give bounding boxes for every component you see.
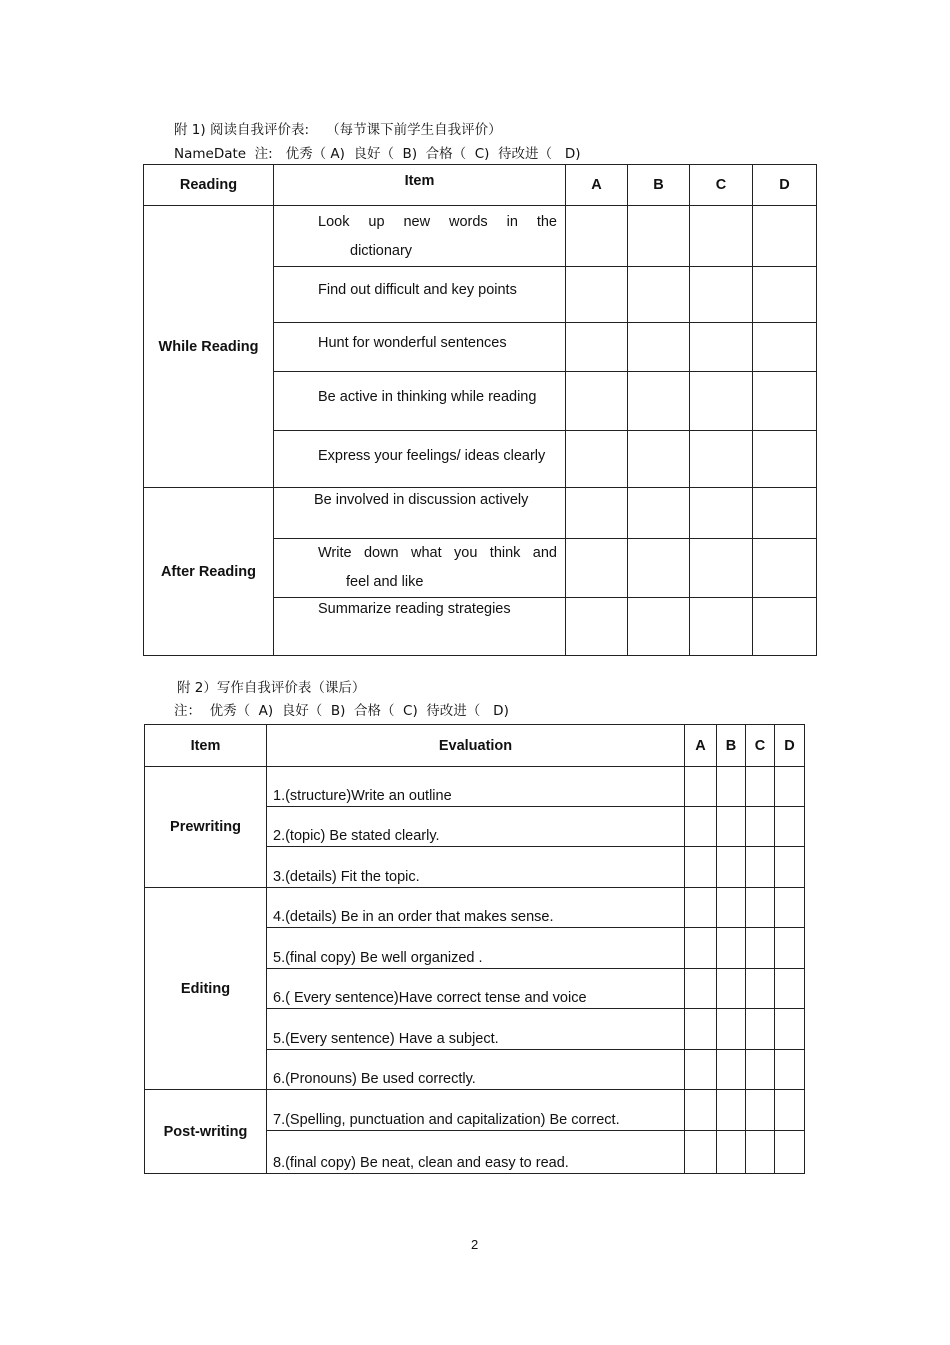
evaluation-item: 7.(Spelling, punctuation and capitalization) Be correct. xyxy=(267,1090,685,1131)
rating-cell-d[interactable] xyxy=(753,431,817,488)
header-item: Item xyxy=(145,725,267,767)
evaluation-item: 1.(structure)Write an outline xyxy=(267,767,685,807)
evaluation-item: 5.(final copy) Be well organized . xyxy=(267,928,685,969)
header-a: A xyxy=(685,725,717,767)
rating-cell-d[interactable] xyxy=(775,807,805,847)
rating-cell-b[interactable] xyxy=(628,488,690,539)
header-reading: Reading xyxy=(144,165,274,206)
rating-cell-c[interactable] xyxy=(746,1131,775,1174)
rating-cell-a[interactable] xyxy=(685,888,717,928)
rating-cell-a[interactable] xyxy=(566,206,628,267)
rating-cell-b[interactable] xyxy=(717,847,746,888)
reading-evaluation-table xyxy=(143,164,817,656)
rating-cell-b[interactable] xyxy=(628,539,690,598)
rating-cell-b[interactable] xyxy=(628,431,690,488)
rating-cell-c[interactable] xyxy=(690,323,753,372)
writing-table-title: 附 2）写作自我评价表（课后） xyxy=(177,680,366,696)
rating-cell-c[interactable] xyxy=(746,807,775,847)
group-editing: Editing xyxy=(145,888,267,1090)
reading-item: Be involved in discussion actively xyxy=(274,488,566,539)
rating-cell-a[interactable] xyxy=(566,598,628,656)
rating-cell-d[interactable] xyxy=(775,928,805,969)
rating-cell-b[interactable] xyxy=(717,928,746,969)
evaluation-item: 6.( Every sentence)Have correct tense and voice xyxy=(267,969,685,1009)
header-a: A xyxy=(566,165,628,206)
rating-cell-b[interactable] xyxy=(628,323,690,372)
group-prewriting: Prewriting xyxy=(145,767,267,888)
rating-cell-a[interactable] xyxy=(566,431,628,488)
rating-cell-b[interactable] xyxy=(628,598,690,656)
rating-cell-b[interactable] xyxy=(628,372,690,431)
rating-cell-c[interactable] xyxy=(690,372,753,431)
rating-cell-c[interactable] xyxy=(690,539,753,598)
group-while-reading: While Reading xyxy=(144,206,274,488)
rating-cell-b[interactable] xyxy=(717,1090,746,1131)
rating-cell-c[interactable] xyxy=(746,847,775,888)
rating-cell-d[interactable] xyxy=(753,539,817,598)
rating-cell-a[interactable] xyxy=(685,767,717,807)
rating-cell-a[interactable] xyxy=(685,928,717,969)
rating-cell-b[interactable] xyxy=(628,267,690,323)
page-number: 2 xyxy=(471,1237,479,1252)
rating-cell-d[interactable] xyxy=(775,767,805,807)
reading-item: Express your feelings/ ideas clearly xyxy=(274,431,566,488)
rating-cell-a[interactable] xyxy=(566,372,628,431)
header-item: Item xyxy=(274,165,566,206)
item-line: dictionary xyxy=(350,243,413,259)
reading-table-note: NameDate 注: 优秀（ A) 良好（ B) 合格（ C) 待改进（ D) xyxy=(174,146,581,162)
rating-cell-c[interactable] xyxy=(746,928,775,969)
group-post-writing: Post-writing xyxy=(145,1090,267,1174)
header-evaluation: Evaluation xyxy=(267,725,685,767)
rating-cell-a[interactable] xyxy=(566,488,628,539)
rating-cell-d[interactable] xyxy=(753,598,817,656)
evaluation-item: 2.(topic) Be stated clearly. xyxy=(267,807,685,847)
reading-item xyxy=(274,206,566,267)
evaluation-item: 6.(Pronouns) Be used correctly. xyxy=(267,1050,685,1090)
item-line: Write down what you think and xyxy=(318,545,557,561)
rating-cell-d[interactable] xyxy=(775,888,805,928)
writing-evaluation-table xyxy=(144,724,805,1174)
rating-cell-b[interactable] xyxy=(717,969,746,1009)
rating-cell-a[interactable] xyxy=(685,847,717,888)
rating-cell-d[interactable] xyxy=(775,969,805,1009)
rating-cell-b[interactable] xyxy=(717,1131,746,1174)
reading-item: Find out difficult and key points xyxy=(274,267,566,323)
reading-table-title: 附 1) 阅读自我评价表: （每节课下前学生自我评价） xyxy=(174,122,502,138)
rating-cell-a[interactable] xyxy=(566,539,628,598)
rating-cell-c[interactable] xyxy=(690,488,753,539)
rating-cell-d[interactable] xyxy=(775,1131,805,1174)
header-c: C xyxy=(690,165,753,206)
evaluation-item: 5.(Every sentence) Have a subject. xyxy=(267,1009,685,1050)
rating-cell-b[interactable] xyxy=(717,1009,746,1050)
rating-cell-b[interactable] xyxy=(717,888,746,928)
rating-cell-d[interactable] xyxy=(775,1090,805,1131)
rating-cell-c[interactable] xyxy=(746,969,775,1009)
header-d: D xyxy=(753,165,817,206)
rating-cell-b[interactable] xyxy=(717,767,746,807)
rating-cell-c[interactable] xyxy=(690,267,753,323)
writing-table-note: 注： 优秀（ A) 良好（ B) 合格（ C) 待改进（ D) xyxy=(174,703,509,719)
rating-cell-a[interactable] xyxy=(566,323,628,372)
rating-cell-c[interactable] xyxy=(746,1090,775,1131)
rating-cell-d[interactable] xyxy=(775,847,805,888)
rating-cell-c[interactable] xyxy=(746,1009,775,1050)
evaluation-item: 4.(details) Be in an order that makes sense. xyxy=(267,888,685,928)
rating-cell-a[interactable] xyxy=(685,1090,717,1131)
rating-cell-a[interactable] xyxy=(566,267,628,323)
rating-cell-c[interactable] xyxy=(690,598,753,656)
rating-cell-a[interactable] xyxy=(685,1009,717,1050)
rating-cell-d[interactable] xyxy=(753,206,817,267)
rating-cell-d[interactable] xyxy=(775,1050,805,1090)
header-b: B xyxy=(717,725,746,767)
header-c: C xyxy=(746,725,775,767)
rating-cell-d[interactable] xyxy=(753,267,817,323)
rating-cell-b[interactable] xyxy=(628,206,690,267)
reading-item: Be active in thinking while reading xyxy=(274,372,566,431)
reading-item: Summarize reading strategies xyxy=(274,598,566,656)
rating-cell-c[interactable] xyxy=(690,431,753,488)
item-line: feel and like xyxy=(346,574,424,590)
header-b: B xyxy=(628,165,690,206)
rating-cell-a[interactable] xyxy=(685,807,717,847)
rating-cell-d[interactable] xyxy=(753,488,817,539)
rating-cell-d[interactable] xyxy=(753,372,817,431)
reading-item xyxy=(274,539,566,598)
rating-cell-a[interactable] xyxy=(685,969,717,1009)
rating-cell-d[interactable] xyxy=(775,1009,805,1050)
header-d: D xyxy=(775,725,805,767)
rating-cell-c[interactable] xyxy=(746,767,775,807)
rating-cell-a[interactable] xyxy=(685,1050,717,1090)
rating-cell-c[interactable] xyxy=(746,888,775,928)
evaluation-item: 3.(details) Fit the topic. xyxy=(267,847,685,888)
rating-cell-b[interactable] xyxy=(717,1050,746,1090)
rating-cell-d[interactable] xyxy=(753,323,817,372)
item-line: Look up new words in the xyxy=(318,214,557,230)
rating-cell-b[interactable] xyxy=(717,807,746,847)
reading-item: Hunt for wonderful sentences xyxy=(274,323,566,372)
group-after-reading: After Reading xyxy=(144,488,274,656)
rating-cell-c[interactable] xyxy=(746,1050,775,1090)
evaluation-item: 8.(final copy) Be neat, clean and easy to read. xyxy=(267,1131,685,1174)
rating-cell-c[interactable] xyxy=(690,206,753,267)
rating-cell-a[interactable] xyxy=(685,1131,717,1174)
